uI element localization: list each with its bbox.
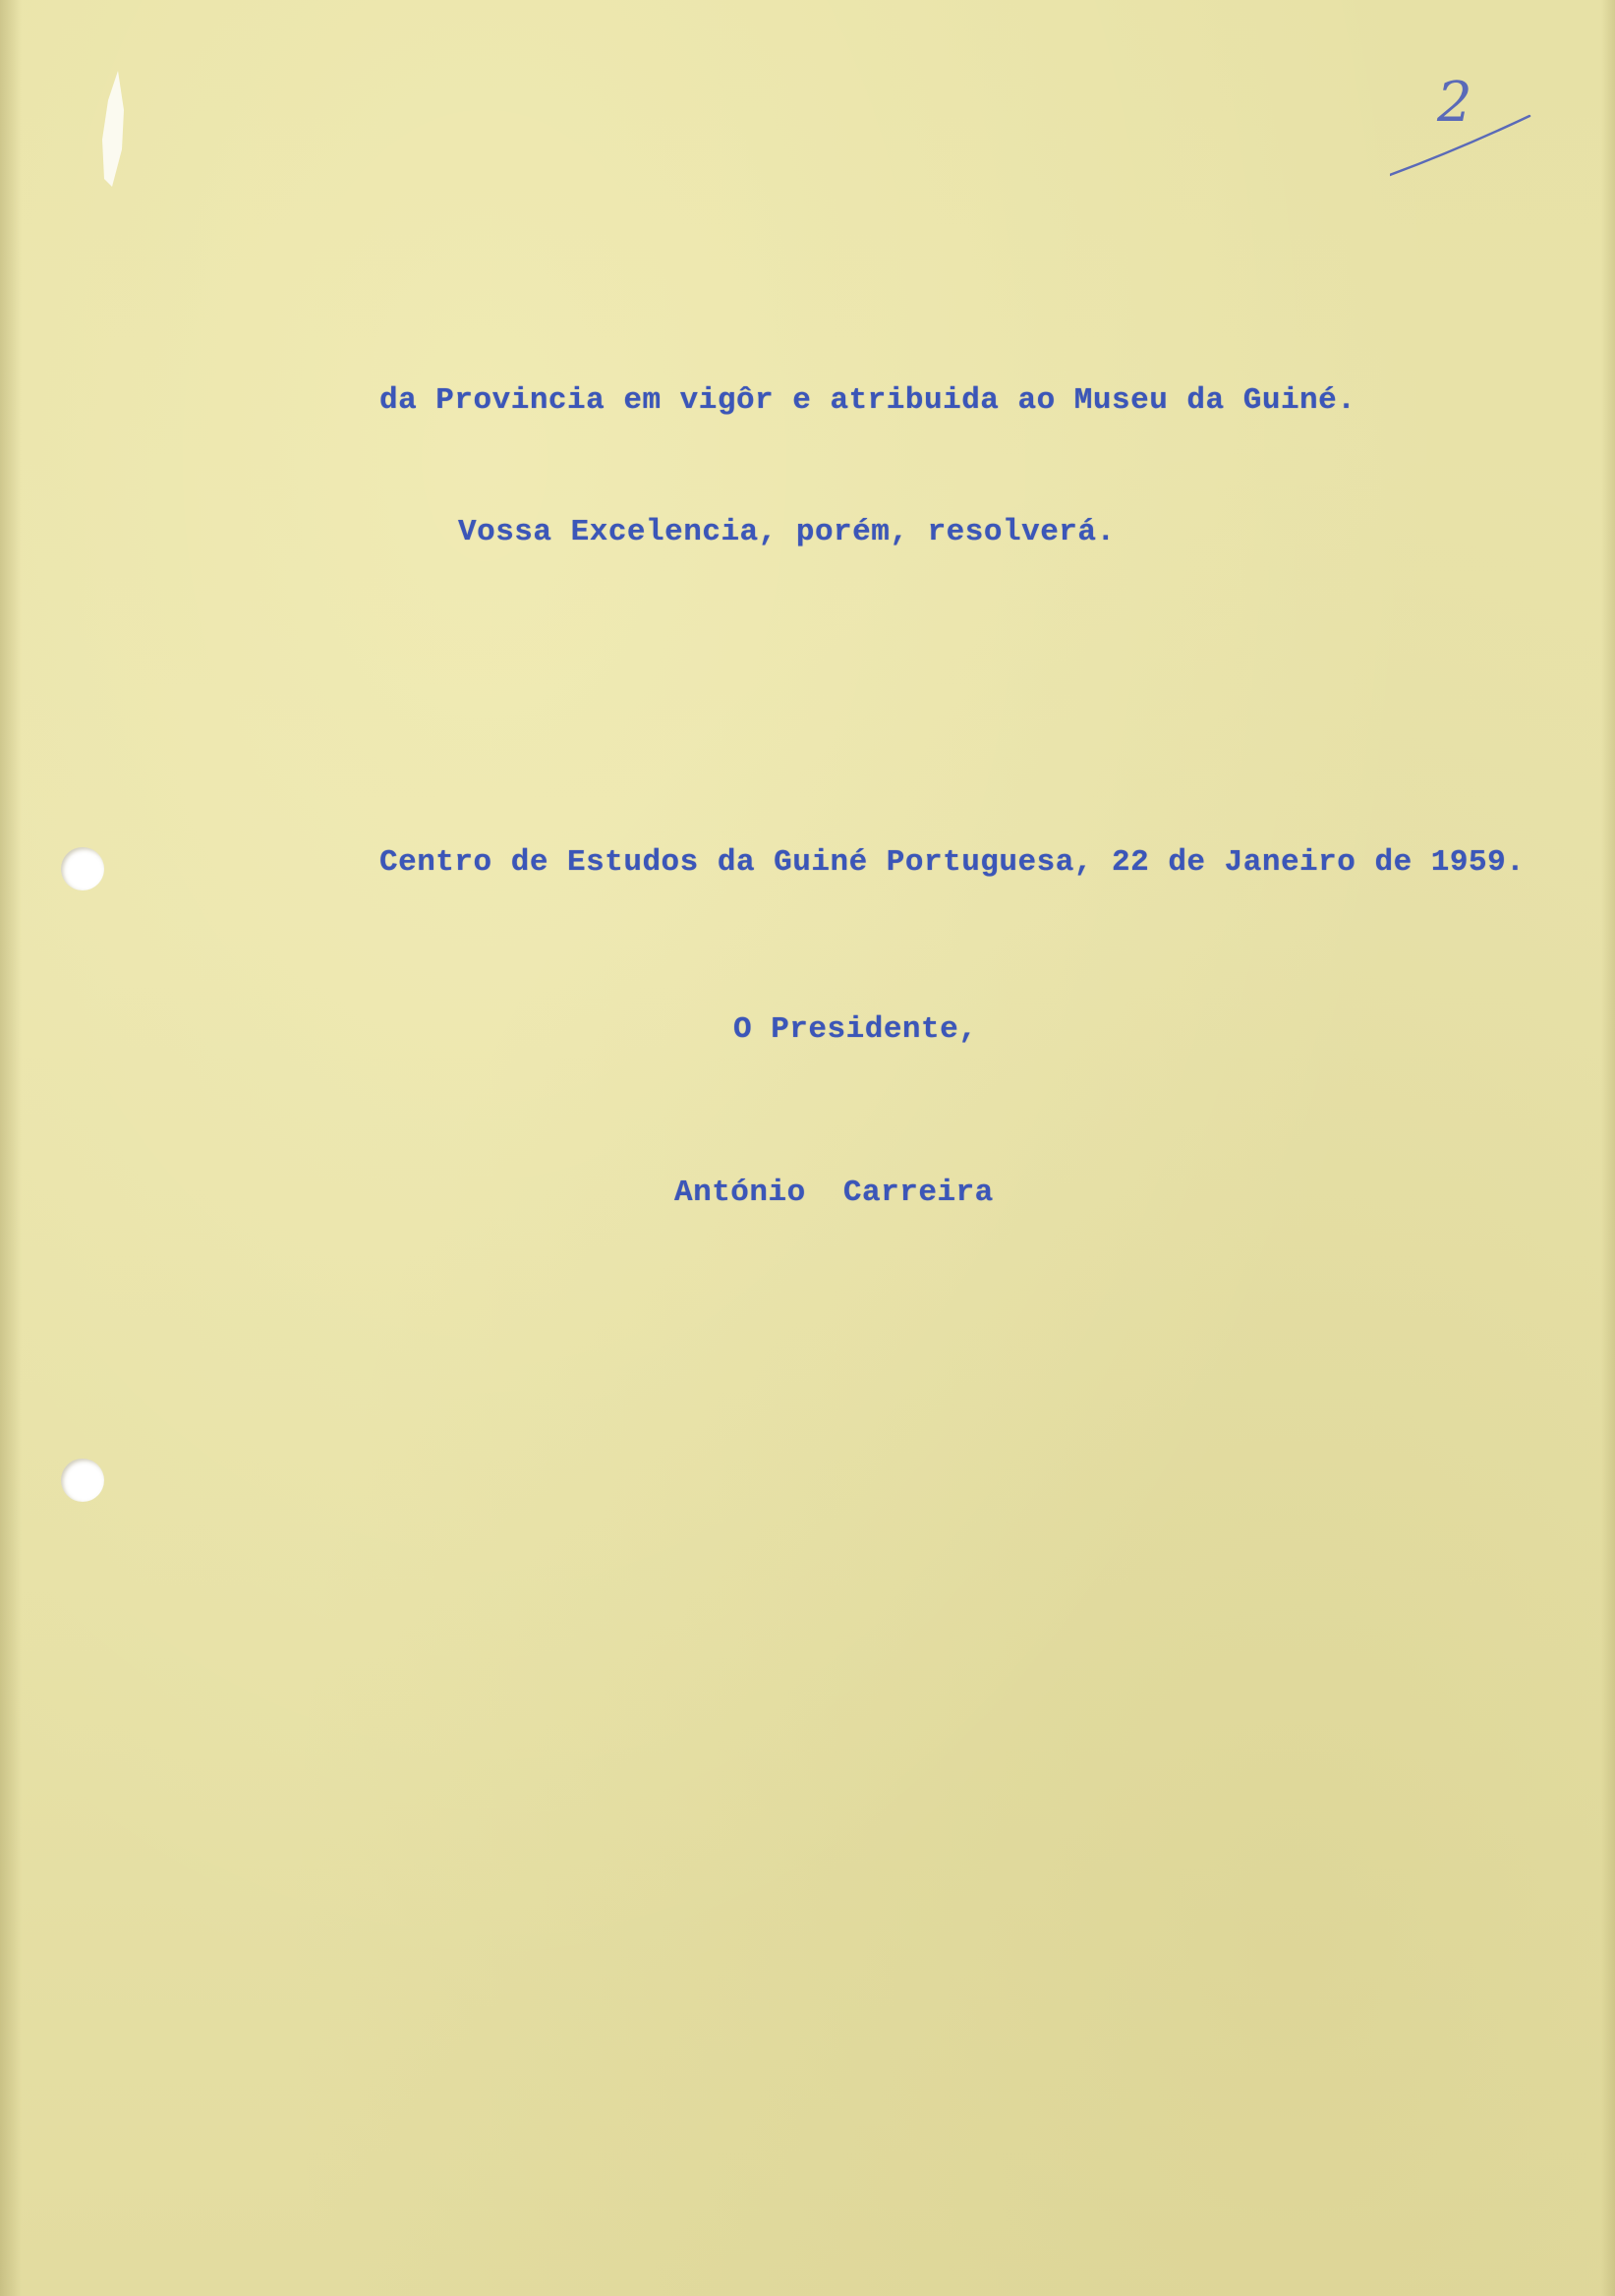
page-number-value: 2: [1437, 71, 1472, 135]
body-line-1: da Provincia em vigôr e atribuida ao Museu da Guiné.: [379, 383, 1356, 418]
page-edge-shadow-left: [0, 0, 22, 2296]
signatory-name: António Carreira: [674, 1176, 994, 1210]
closing-place-date: Centro de Estudos da Guiné Portuguesa, 22 de Janeiro de 1959.: [379, 845, 1526, 880]
torn-edge-mark: [94, 71, 128, 189]
punch-hole-upper: [61, 847, 104, 890]
closing-title: O Presidente,: [733, 1012, 978, 1047]
punch-hole-lower: [61, 1459, 104, 1502]
handwritten-page-number: [1390, 59, 1547, 187]
page-edge-shadow-right: [1601, 0, 1615, 2296]
page-number-stroke: [1390, 59, 1547, 187]
body-line-2: Vossa Excelencia, porém, resolverá.: [458, 515, 1116, 549]
